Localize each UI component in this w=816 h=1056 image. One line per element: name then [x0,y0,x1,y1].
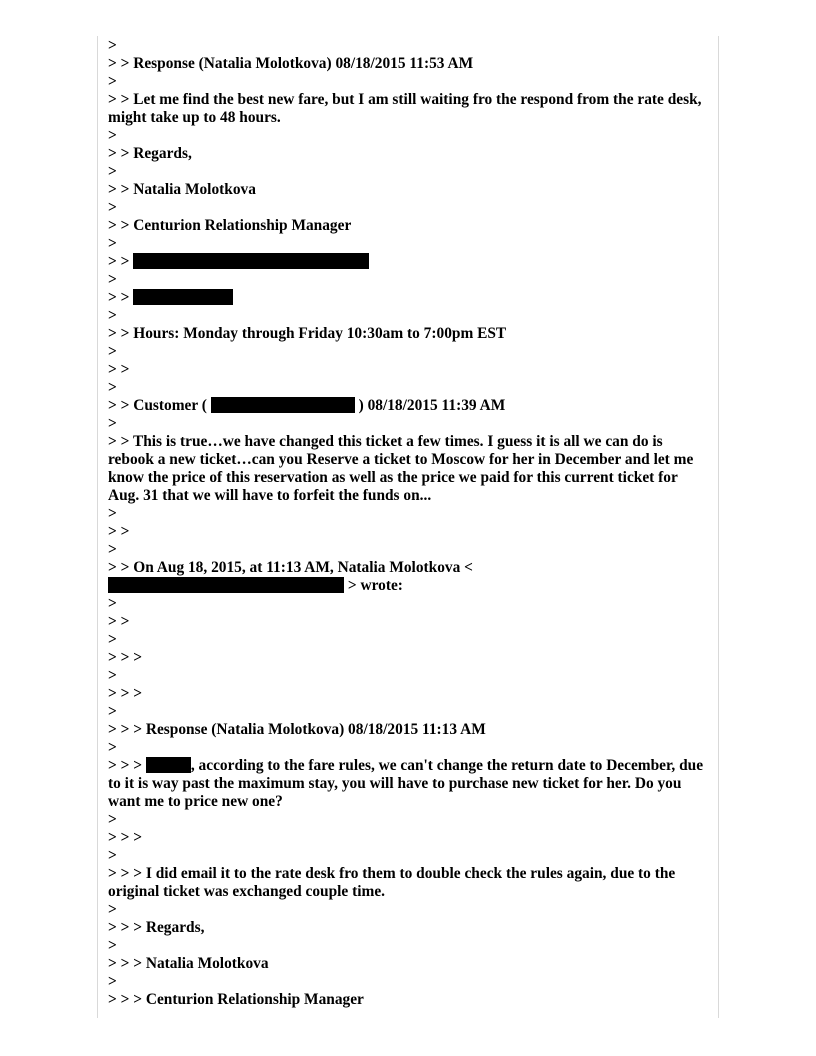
response-body [108,757,706,811]
response-body: > > Let me find the best new fare, but I am still waiting fro the respond from the rate desk, might take up to 48 hours. [108,91,706,126]
redaction-block [133,289,233,305]
signature-name: > > Natalia Molotkova [108,181,256,198]
signature-greeting: > > Regards, [108,145,192,162]
quote-marker: > [108,667,117,684]
redaction-block [211,397,355,413]
quote-marker: > [108,595,117,612]
quote-marker: > > > [108,829,143,846]
email-thread-text [108,37,706,1009]
quote-prefix: > > > [108,757,146,774]
response-body: > > > I did email it to the rate desk fro them to double check the rules again, due to the original ticket was exchanged couple time. [108,865,680,900]
response-body-text: , according to the fare rules, we can't change the return date to December, due to it is way past the maximum stay, you will have to purchase new ticket for her. Do you want me to price new one? [108,757,707,810]
signature-title: > > > Centurion Relationship Manager [108,991,364,1008]
quote-marker: > [108,235,117,252]
quote-marker: > > [108,613,130,630]
quote-marker: > [108,343,117,360]
quote-marker: > [108,163,117,180]
quote-marker: > [108,973,117,990]
quote-marker: > [108,901,117,918]
quote-marker: > > [108,523,130,540]
quote-marker: > [108,37,117,54]
email-document-page [97,36,719,1018]
quote-marker: > [108,379,117,396]
customer-header [108,397,706,415]
customer-timestamp: ) 08/18/2015 11:39 AM [354,397,506,414]
signature-greeting: > > > Regards, [108,919,205,936]
wrote-header-text: > > On Aug 18, 2015, at 11:13 AM, Natalia Molotkova < [108,559,473,576]
customer-label: > > Customer ( [108,397,211,414]
wrote-header [108,559,706,595]
response-header: > > Response (Natalia Molotkova) 08/18/2015 11:53 AM [108,55,474,72]
redacted-contact-line [108,253,706,271]
quote-marker: > [108,811,117,828]
customer-message: > > This is true…we have changed this ticket a few times. I guess it is all we can do is rebook a new ticket…can you Reserve a ticket to Moscow for her in December and let me know the price of this reservation as well as the price we paid for this current ticket for Aug. 31 that we will have to forfeit the funds on... [108,433,698,504]
quote-marker: > [108,199,117,216]
quote-marker: > [108,307,117,324]
quote-marker: > [108,739,117,756]
quote-marker: > > > [108,685,143,702]
quote-marker: > [108,541,117,558]
redacted-contact-line [108,289,706,307]
quote-marker: > > [108,361,130,378]
quote-marker: > [108,505,117,522]
quote-prefix: > > [108,253,134,270]
signature-name: > > > Natalia Molotkova [108,955,269,972]
quote-marker: > [108,631,117,648]
quote-marker: > [108,703,117,720]
quote-prefix: > > [108,289,134,306]
wrote-suffix: > wrote: [344,577,403,594]
quote-marker: > [108,73,117,90]
office-hours: > > Hours: Monday through Friday 10:30am to 7:00pm EST [108,325,507,342]
redaction-block [133,253,369,269]
redaction-block [146,757,191,773]
quote-marker: > [108,847,117,864]
quote-marker: > [108,127,117,144]
quote-marker: > [108,271,117,288]
quote-marker: > [108,937,117,954]
quote-marker: > > > [108,649,143,666]
redaction-block [108,577,344,593]
signature-title: > > Centurion Relationship Manager [108,217,352,234]
response-header: > > > Response (Natalia Molotkova) 08/18/2015 11:13 AM [108,721,486,738]
quote-marker: > [108,415,117,432]
